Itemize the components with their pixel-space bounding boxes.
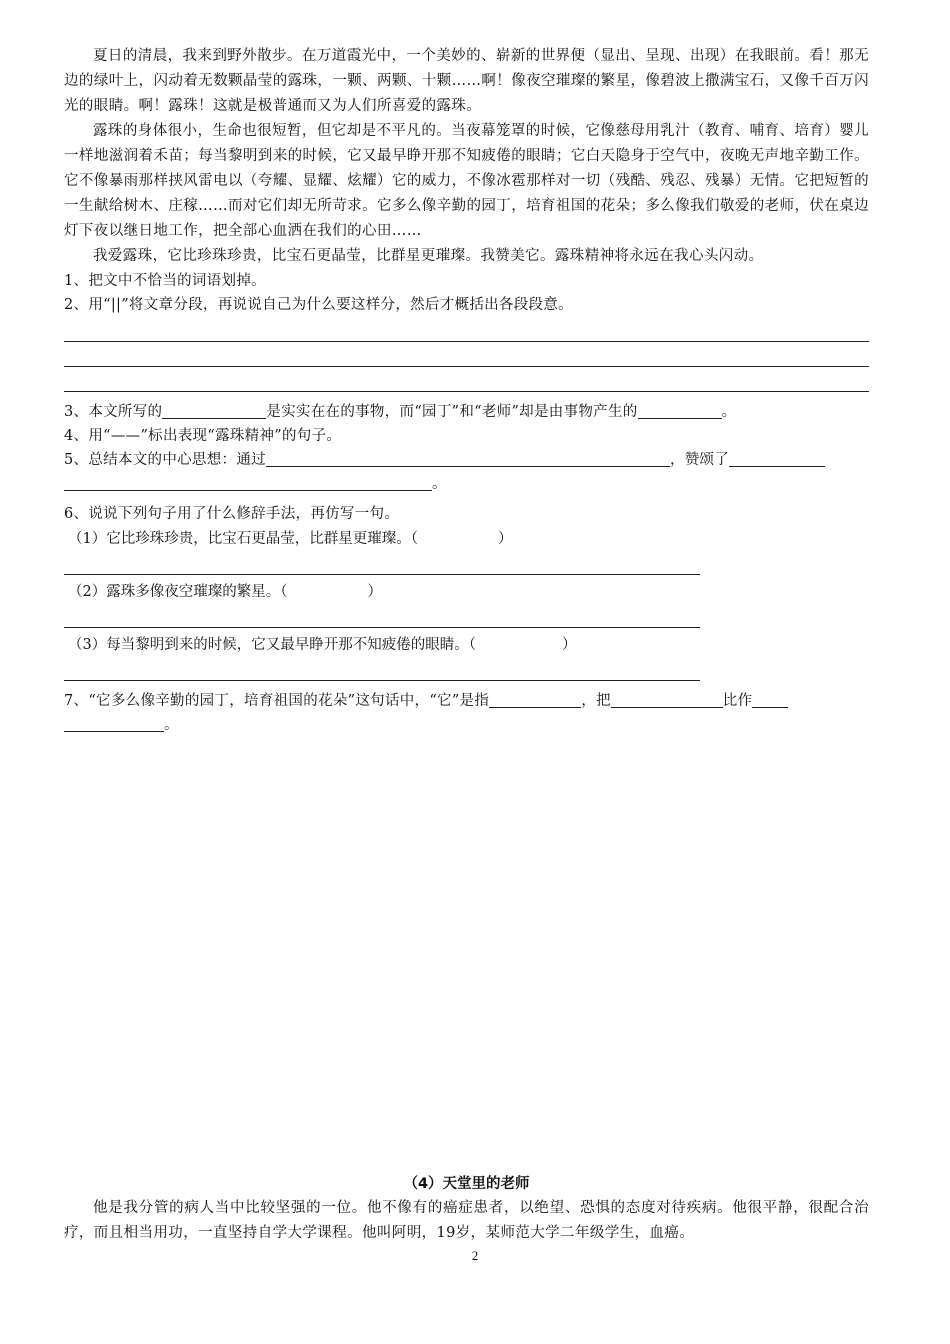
question-1: 1、把文中不恰当的词语划掉。 bbox=[64, 273, 266, 289]
question-7-text-a: 7、“它多么像辛勤的园丁，培育祖国的花朵”这句话中，“它”是指 bbox=[64, 693, 490, 709]
question-6-2 bbox=[64, 579, 869, 605]
question-6-1-text: （1）它比珍珠珍贵，比宝石更晶莹，比群星更璀璨。（ bbox=[68, 531, 418, 547]
answer-line[interactable] bbox=[64, 552, 700, 575]
answer-line[interactable] bbox=[64, 605, 700, 628]
question-6-1 bbox=[64, 526, 869, 552]
question-3 bbox=[64, 400, 869, 424]
answer-line[interactable] bbox=[64, 342, 869, 367]
fill-blank[interactable] bbox=[266, 448, 670, 467]
fill-blank[interactable] bbox=[611, 689, 723, 708]
question-3-text-c: 。 bbox=[721, 404, 737, 420]
question-7 bbox=[64, 689, 869, 713]
question-7-text-c: 比作 bbox=[722, 693, 753, 709]
question-7-continued bbox=[64, 713, 869, 737]
question-6-2-text: （2）露珠多像夜空璀璨的繁星。（ bbox=[68, 584, 288, 600]
question-6-1-close: ） bbox=[497, 531, 513, 547]
fill-blank[interactable] bbox=[489, 689, 581, 708]
passage-paragraph-3: 我爱露珠，它比珍珠珍贵，比宝石更晶莹，比群星更璀璨。我赞美它。露珠精神将永远在我心头闪动。 bbox=[93, 248, 764, 264]
fill-blank[interactable] bbox=[752, 689, 788, 708]
question-7-text-b: ，把 bbox=[581, 693, 611, 709]
fill-blank[interactable] bbox=[729, 448, 825, 467]
section-4 bbox=[64, 1172, 869, 1246]
passage-paragraph-2: 露珠的身体很小，生命也很短暂，但它却是不平凡的。当夜幕笼罩的时候，它像慈母用乳汁（教育、哺育、培育）婴儿一样地滋润着禾苗；每当黎明到来的时候，它又最早睁开那不知疲倦的眼睛；它白天隐身于空气中，夜晚无声地辛勤工作。它不像暴雨那样挟风雷电以（夸耀、显耀、炫耀）它的威力，不像冰雹那样对一切（残酷、残忍、残暴）无情。它把短暂的一生献给树木、庄稼……而对它们却无所苛求。它多么像辛勤的园丁，培育祖国的花朵；多么像我们敬爱的老师，伏在桌边灯下夜以继日地工作，把全部心血洒在我们的心田…… bbox=[64, 123, 869, 239]
fill-blank[interactable] bbox=[64, 713, 164, 732]
question-3-text-b: 是实实在在的事物，而“园丁”和“老师”却是由事物产生的 bbox=[266, 404, 638, 420]
section-title: （4）天堂里的老师 bbox=[403, 1176, 530, 1192]
question-5-text-b: ，赞颂了 bbox=[669, 452, 730, 468]
fill-blank[interactable] bbox=[162, 400, 266, 419]
question-5-text-a: 5、总结本文的中心思想：通过 bbox=[64, 452, 266, 468]
page-number: 2 bbox=[471, 1248, 479, 1263]
question-5-continued bbox=[64, 472, 869, 496]
question-4: 4、用“——”标出表现“露珠精神”的句子。 bbox=[64, 428, 342, 444]
question-2: 2、用“||”将文章分段，再说说自己为什么要这样分，然后才概括出各段段意。 bbox=[64, 297, 573, 313]
question-5 bbox=[64, 448, 869, 472]
passage-paragraph-1: 夏日的清晨，我来到野外散步。在万道霞光中，一个美妙的、崭新的世界便（显出、呈现、出现）在我眼前。看！那无边的绿叶上，闪动着无数颗晶莹的露珠，一颗、两颗、十颗……啊！像夜空璀璨的繁星，像碧波上撒满宝石，又像千百万闪光的眼睛。啊！露珠！这就是极普通而又为人们所喜爱的露珠。 bbox=[64, 48, 869, 114]
question-6-2-close: ） bbox=[367, 584, 382, 600]
question-6-3 bbox=[64, 632, 869, 658]
answer-line[interactable] bbox=[64, 658, 700, 681]
answer-line[interactable] bbox=[64, 367, 869, 392]
section-4-paragraph-1: 他是我分管的病人当中比较坚强的一位。他不像有的癌症患者，以绝望、恐惧的态度对待疾病。他很平静，很配合治疗，而且相当用功，一直坚持自学大学课程。他叫阿明，19岁，某师范大学二年级学生，血癌。 bbox=[64, 1200, 869, 1241]
question-6: 6、说说下列句子用了什么修辞手法，再仿写一句。 bbox=[64, 506, 400, 522]
answer-line[interactable] bbox=[64, 317, 869, 342]
question-6-3-close: ） bbox=[561, 637, 577, 653]
question-3-text-a: 3、本文所写的 bbox=[64, 404, 163, 420]
fill-blank[interactable] bbox=[64, 472, 432, 491]
question-5-text-c: 。 bbox=[432, 476, 447, 492]
worksheet bbox=[64, 44, 869, 737]
question-7-text-d: 。 bbox=[164, 717, 179, 733]
question-6-3-text: （3）每当黎明到来的时候，它又最早睁开那不知疲倦的眼睛。（ bbox=[68, 637, 476, 653]
fill-blank[interactable] bbox=[638, 400, 722, 419]
